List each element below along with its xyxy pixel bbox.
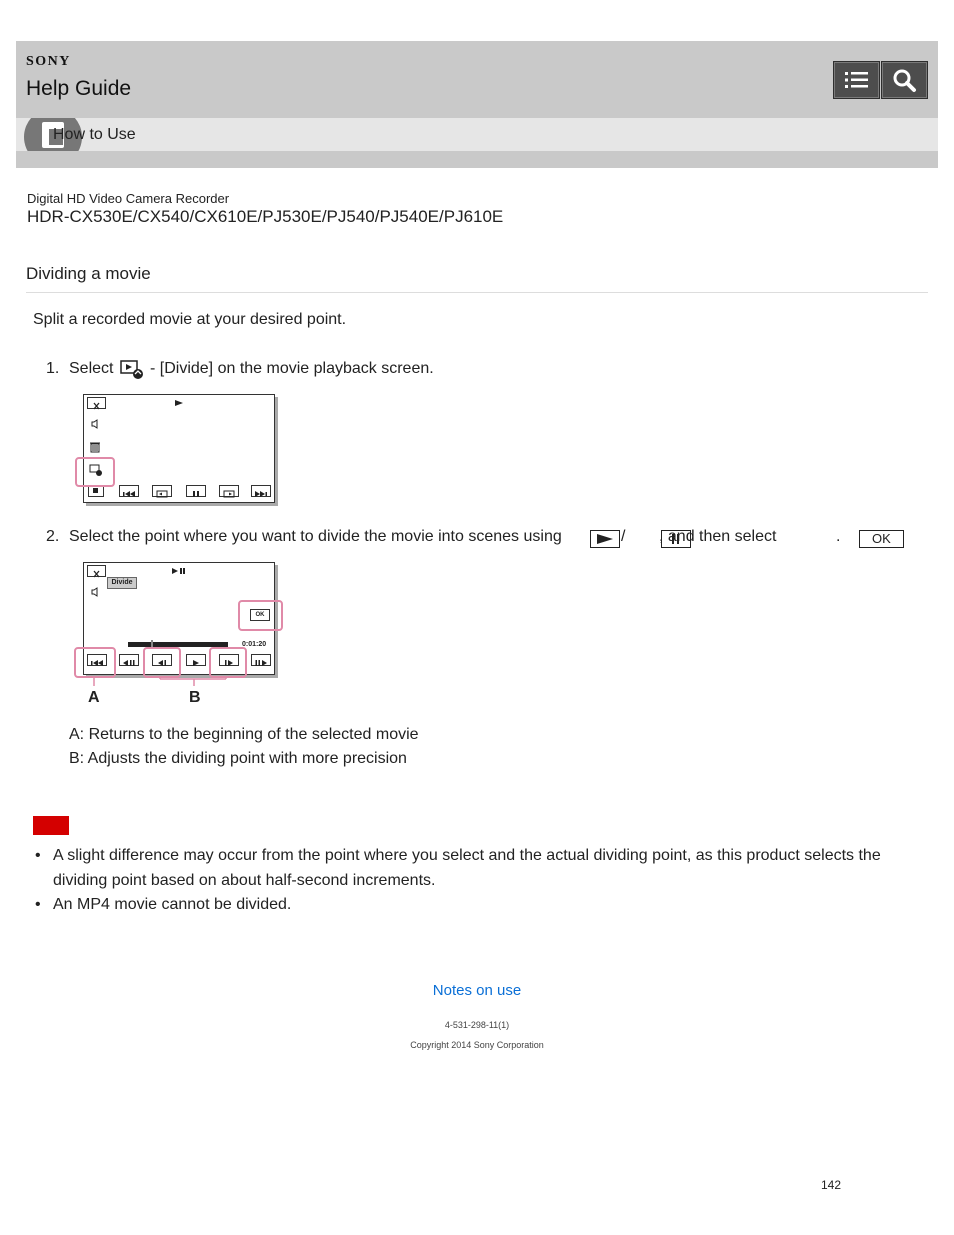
- step-number: 2.: [46, 528, 60, 545]
- play-pause-indicator-icon: [172, 568, 186, 574]
- b-left-button-highlight: [143, 647, 181, 678]
- note-item: [35, 892, 920, 917]
- previous-icon: [119, 485, 139, 497]
- product-models: HDR-CX530E/CX540/CX610E/PJ530E/PJ540/PJ540E/PJ610E: [27, 207, 504, 226]
- edit-button-highlight: [75, 457, 115, 487]
- edit-icon: [120, 359, 146, 381]
- play-icon: [186, 654, 206, 666]
- caption-a: A: Returns to the beginning of the selected movie: [69, 726, 419, 743]
- note-text: A slight difference may occur from the point where you select and the actual dividing point, as this product selects the dividing point based on about half-second increments.: [53, 847, 881, 889]
- notes-on-use-link[interactable]: Notes on use: [432, 982, 522, 999]
- page-title: Dividing a movie: [26, 264, 151, 283]
- bullet-dot: •: [35, 847, 41, 864]
- separator: /: [621, 528, 626, 545]
- step-1: [46, 360, 546, 382]
- note-text: An MP4 movie cannot be divided.: [53, 896, 292, 913]
- callout-lines: [80, 676, 250, 690]
- step-text: - [Divide] on the movie playback screen.: [150, 360, 434, 377]
- close-icon: [87, 565, 106, 577]
- step-text: Select the point where you want to divide the movie into scenes using: [69, 528, 562, 545]
- list-icon: [844, 68, 870, 92]
- play-button-icon: [590, 530, 620, 548]
- next-icon: [251, 485, 271, 497]
- table-of-contents-button[interactable]: [833, 61, 880, 99]
- note-badge: [33, 816, 69, 835]
- step-text: Select: [69, 360, 114, 377]
- close-icon: [87, 397, 106, 409]
- fast-forward-icon: [219, 485, 239, 497]
- title-divider: [26, 292, 928, 293]
- step-forward-icon: [251, 654, 271, 666]
- copyright: Copyright 2014 Sony Corporation: [410, 1040, 544, 1050]
- ok-button-highlight: [238, 600, 283, 631]
- bullet-dot: •: [35, 896, 41, 913]
- intro-text: Split a recorded movie at your desired point.: [33, 311, 347, 328]
- caption-b: B: Adjusts the dividing point with more precision: [69, 750, 407, 767]
- page-number: 142: [821, 1178, 842, 1192]
- volume-icon: [91, 587, 101, 597]
- step-back-icon: [119, 654, 139, 666]
- help-guide-title[interactable]: Help Guide: [26, 77, 132, 100]
- rewind-icon: [152, 485, 172, 497]
- ok-button-icon: OK: [859, 530, 904, 548]
- b-right-button-highlight: [209, 647, 247, 678]
- pause-icon: [186, 485, 206, 497]
- search-icon: [892, 68, 918, 94]
- label-a: A: [88, 689, 100, 706]
- label-b: B: [189, 689, 201, 706]
- product-type: Digital HD Video Camera Recorder: [27, 191, 230, 206]
- note-item: [35, 843, 920, 893]
- a-button-highlight: [74, 647, 116, 678]
- step-number: 1.: [46, 360, 60, 377]
- step-text: , and then select: [659, 528, 777, 545]
- step-text: .: [836, 528, 841, 545]
- delete-icon: [89, 441, 101, 453]
- divide-label: Divide: [107, 577, 137, 589]
- time-readout: 0:01:20: [242, 641, 267, 648]
- search-button[interactable]: [881, 61, 928, 99]
- step-2: [46, 528, 906, 550]
- volume-icon: [91, 419, 101, 429]
- breadcrumb-how-to-use[interactable]: How to Use: [53, 126, 136, 143]
- ok-icon: OK: [250, 609, 270, 621]
- play-indicator-icon: [175, 400, 183, 406]
- brand-logo: SONY: [26, 54, 71, 69]
- document-code: 4-531-298-11(1): [444, 1020, 510, 1030]
- breadcrumb-bar: [16, 118, 938, 151]
